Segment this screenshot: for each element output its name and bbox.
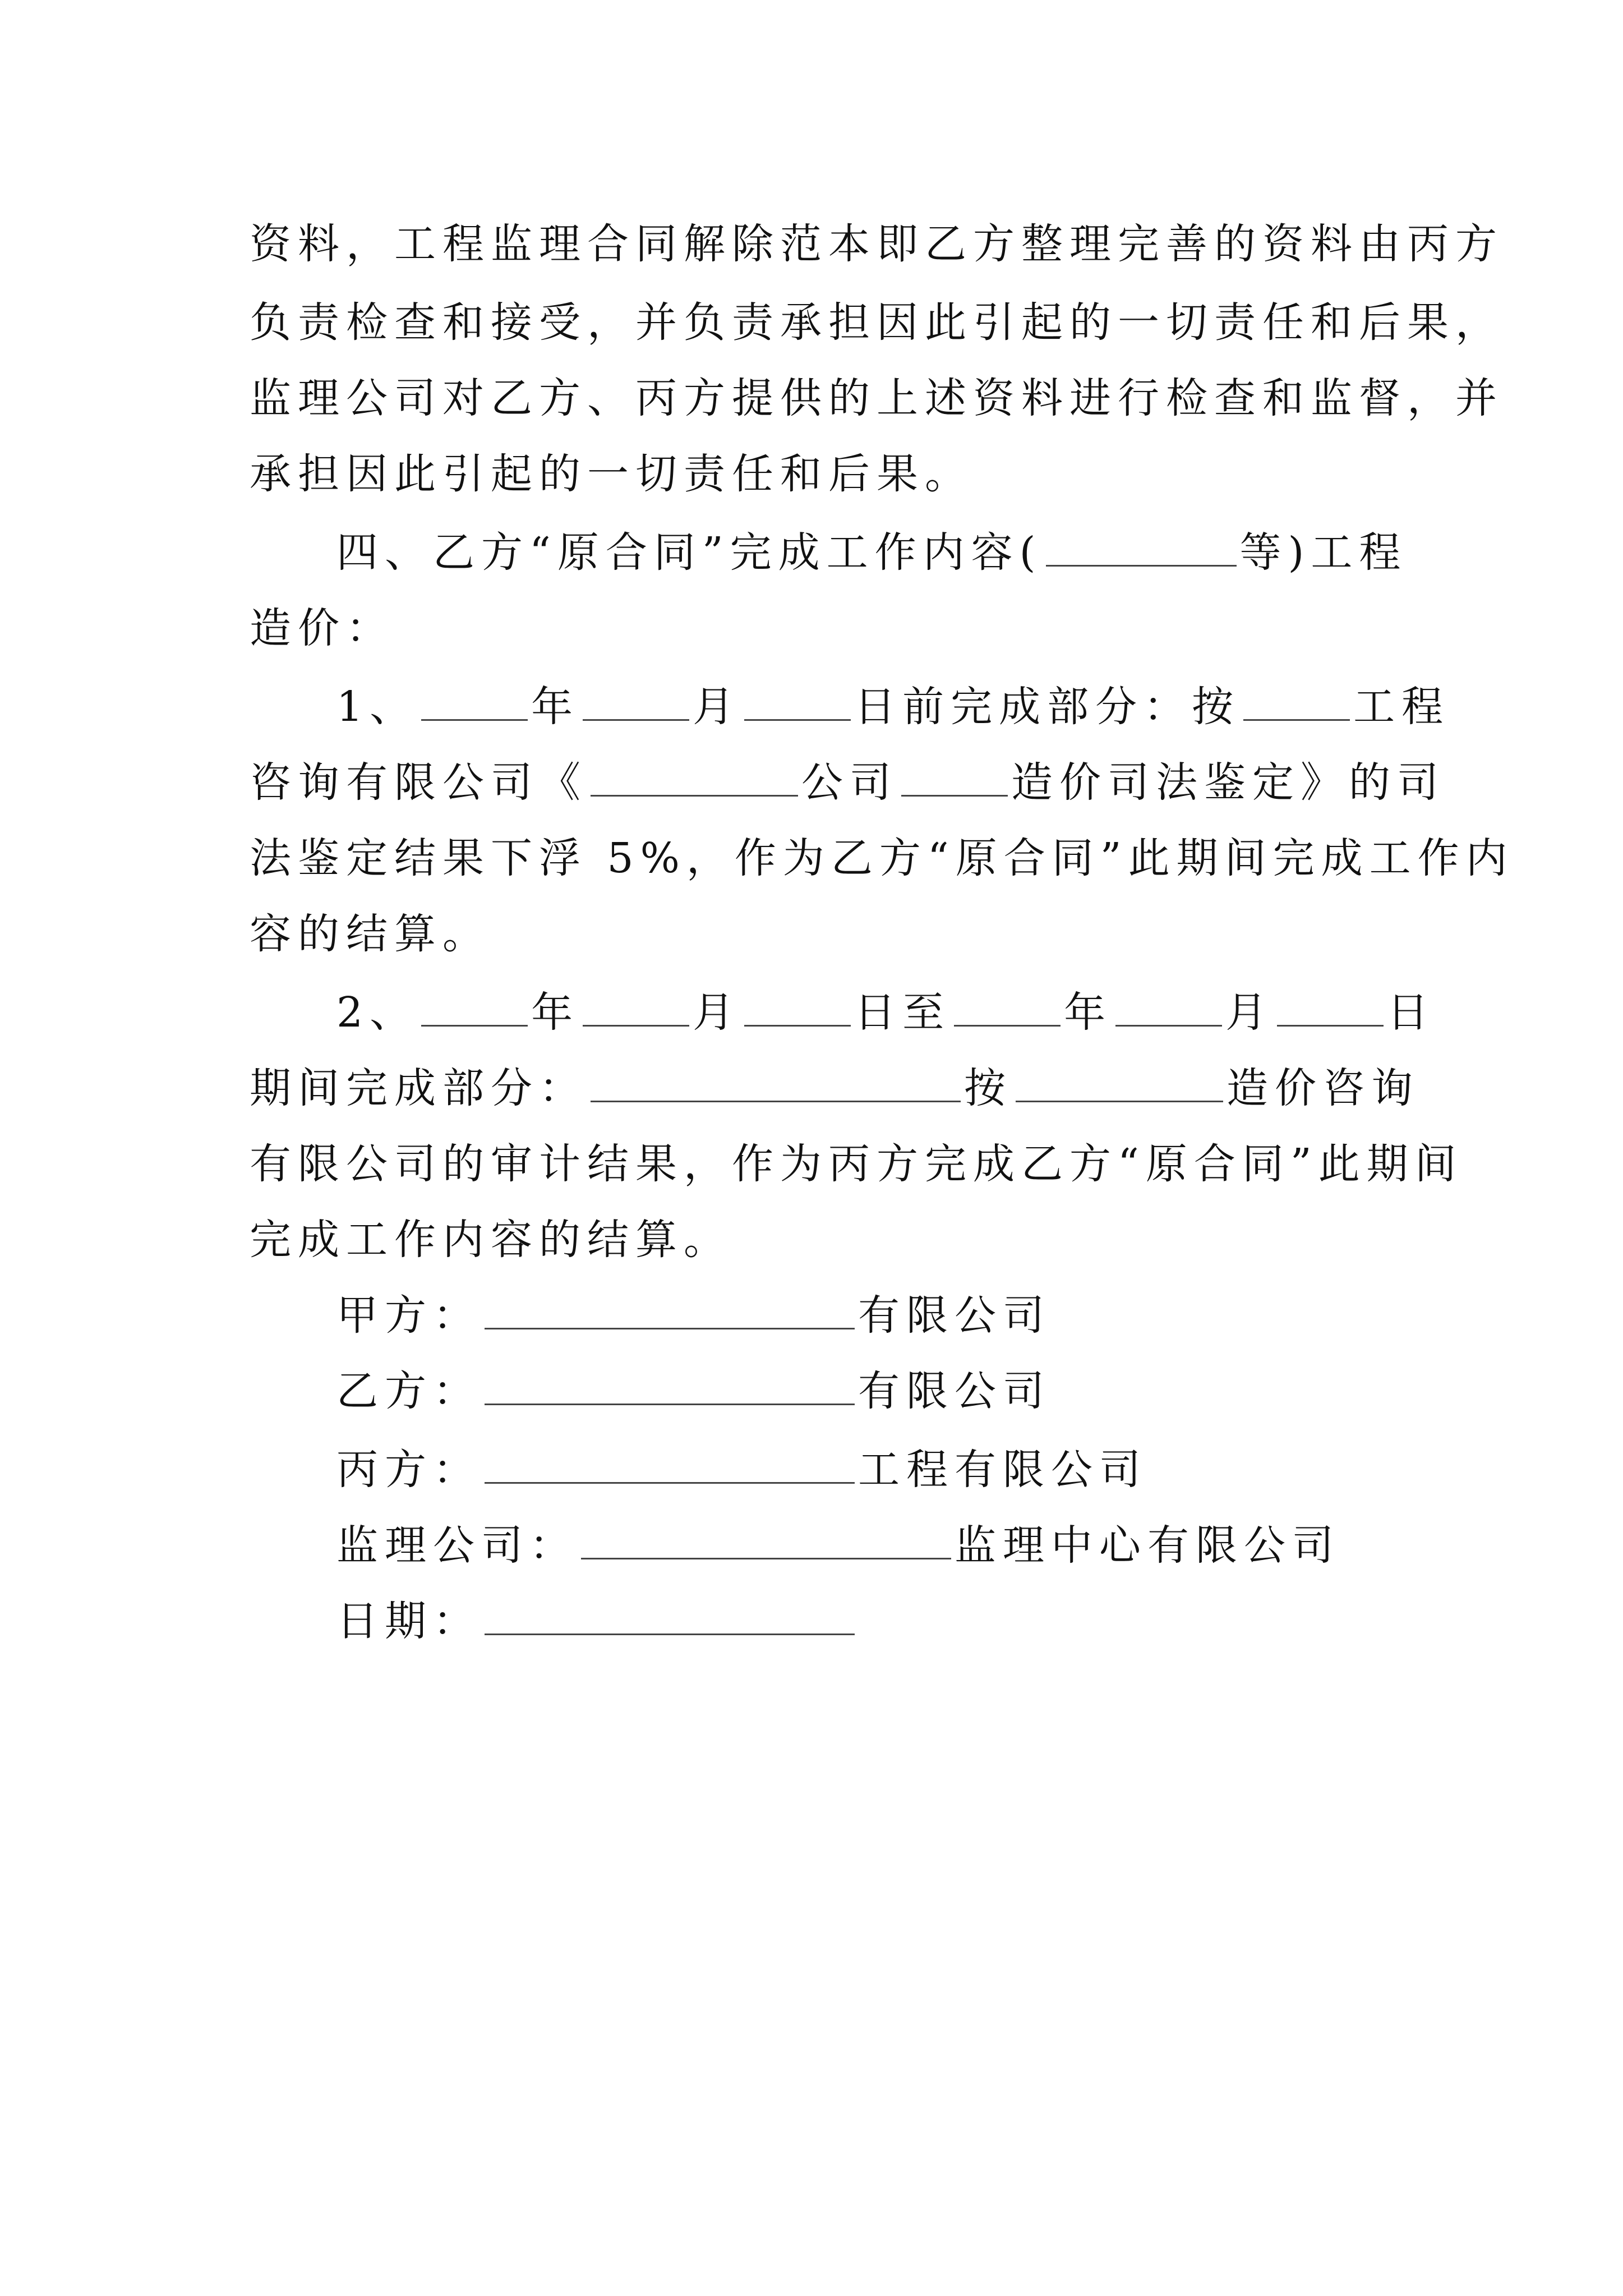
- month-blank: [1115, 986, 1222, 1027]
- party-b-label: 乙方：: [336, 1367, 481, 1415]
- party-a-suffix: 有限公司: [858, 1291, 1051, 1340]
- item-two-line-1: [336, 984, 1435, 1041]
- year-label: 年: [531, 683, 580, 731]
- item-one-line-3: 法鉴定结果下浮 5%，作为乙方“原合同”此期间完成工作内: [250, 834, 1514, 882]
- paragraph-line-2: 负责检查和接受，并负责承担因此引起的一切责任和后果，: [250, 298, 1504, 347]
- to-label: 日至: [854, 988, 951, 1037]
- day-label: 日: [1387, 988, 1436, 1037]
- supervisor-label: 监理公司：: [336, 1521, 578, 1570]
- party-c-suffix: 工程有限公司: [858, 1446, 1147, 1494]
- month-label: 月: [1225, 988, 1274, 1037]
- work-part-blank: [591, 1061, 961, 1102]
- project-blank: [901, 756, 1008, 797]
- month-label: 月: [693, 988, 741, 1037]
- party-a-blank: [485, 1289, 855, 1329]
- date-label: 日期：: [336, 1597, 481, 1645]
- item-two-text: 期间完成部分：: [250, 1064, 587, 1112]
- year-label: 年: [1064, 988, 1113, 1037]
- supervisor-blank: [581, 1519, 951, 1559]
- item-two-number: 2、: [336, 988, 418, 1037]
- party-a-label: 甲方：: [336, 1291, 481, 1340]
- item-one-text-end: 工程: [1353, 683, 1450, 731]
- day-blank: [744, 986, 851, 1027]
- paragraph-line-4: 承担因此引起的一切责任和后果。: [250, 450, 973, 498]
- day-blank: [1277, 986, 1384, 1027]
- signature-party-b: [336, 1363, 1051, 1419]
- paragraph-line-1: 资料，工程监理合同解除范本即乙方整理完善的资料由丙方: [250, 220, 1504, 268]
- supervisor-suffix: 监理中心有限公司: [955, 1521, 1340, 1570]
- party-b-suffix: 有限公司: [858, 1367, 1051, 1415]
- item-one-line-1: [336, 679, 1450, 735]
- date-blank: [485, 1594, 855, 1635]
- item-two-line-3: 有限公司的审计结果，作为丙方完成乙方“原合同”此期间: [250, 1140, 1463, 1188]
- party-c-label: 丙方：: [336, 1446, 481, 1494]
- month-blank: [583, 986, 689, 1027]
- month-blank: [583, 680, 689, 721]
- item-two-line-2: [250, 1060, 1419, 1116]
- company-label: 公司: [801, 758, 898, 807]
- party-b-blank: [485, 1364, 855, 1405]
- firm-blank: [1243, 680, 1350, 721]
- work-content-blank: [1046, 526, 1237, 567]
- company-blank: [591, 756, 798, 797]
- section-four-text-end: 等)工程: [1239, 528, 1408, 577]
- year-blank: [421, 680, 528, 721]
- day-blank: [744, 680, 851, 721]
- item-one-line-2: [250, 754, 1445, 811]
- item-one-line-4: 容的结算。: [250, 910, 491, 958]
- paragraph-line-3: 监理公司对乙方、丙方提供的上述资料进行检查和监督，并: [250, 374, 1504, 422]
- consultant-blank: [1016, 1061, 1223, 1102]
- signature-supervisor: [336, 1517, 1340, 1573]
- year-label: 年: [531, 988, 580, 1037]
- item-one-number: 1、: [336, 683, 418, 731]
- according-label: 按: [964, 1064, 1012, 1112]
- item-one-text: 日前完成部分：按: [854, 683, 1241, 731]
- item-one-text-2: 咨询有限公司《: [250, 758, 587, 807]
- signature-party-a: [336, 1287, 1051, 1343]
- signature-party-c: [336, 1442, 1147, 1498]
- item-one-text-3: 造价司法鉴定》的司: [1011, 758, 1445, 807]
- signature-date: [336, 1593, 858, 1649]
- year-blank: [421, 986, 528, 1027]
- section-four-text: 四、乙方“原合同”完成工作内容(: [336, 528, 1043, 577]
- year-blank: [954, 986, 1061, 1027]
- month-label: 月: [693, 683, 741, 731]
- section-four-heading-cont: 造价：: [250, 604, 394, 652]
- section-four-heading: [336, 524, 1407, 581]
- item-two-text-end: 造价咨询: [1227, 1064, 1419, 1112]
- item-two-line-4: 完成工作内容的结算。: [250, 1216, 732, 1264]
- party-c-blank: [485, 1443, 855, 1484]
